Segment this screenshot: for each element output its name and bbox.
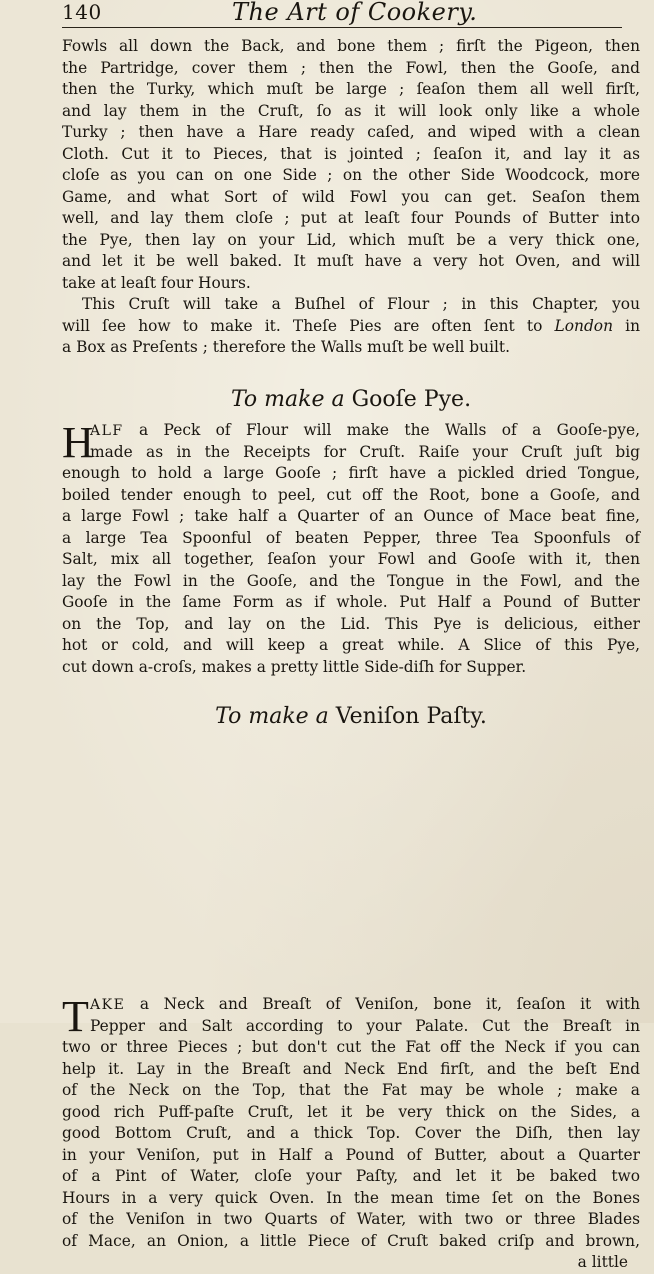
text-line: well, and lay them cloſe ; put at leaſt four Pounds of Butter into — [62, 209, 640, 227]
text-line: good Bottom Cruſt, and a thick Top. Cover the Diſh, then lay — [62, 1124, 640, 1142]
text-line: made as in the Receipts for Cruſt. Raiſe your Cruſt juſt big — [90, 442, 640, 461]
text-fragment: in — [612, 316, 640, 335]
text-line: the Pye, then lay on your Lid, which muſt be a very thick one, — [62, 230, 640, 249]
goose-pye-title — [62, 386, 640, 414]
drop-cap: H — [62, 418, 94, 467]
text-line: Turky ; then have a Hare ready caſed, and wiped with a clean — [62, 123, 640, 141]
text-line: take at leaſt four Hours. — [62, 273, 251, 292]
text-fragment: will ſee how to make it. Theſe Pies are often ſent to — [62, 316, 555, 335]
text-line: and lay them in the Cruſt, ſo as it will look only like a whole — [62, 101, 640, 120]
title-roman-part: Veniſon Paſty. — [335, 704, 487, 729]
running-title: The Art of Cookery. — [232, 0, 478, 26]
text-line: and let it be well baked. It muſt have a very hot Oven, and will — [62, 252, 640, 270]
text-line: a large Tea Spoonful of beaten Pepper, three Tea Spoonfuls of — [62, 528, 640, 547]
text-line: the Partridge, cover them ; then the Fowl, then the Gooſe, and — [62, 58, 640, 77]
text-line: Cloth. Cut it to Pieces, that is jointed ; ſeaſon it, and lay it as — [62, 144, 640, 163]
text-line: then the Turky, which muſt be large ; ſeaſon them all well firſt, — [62, 80, 640, 98]
catchword: a little — [577, 1253, 628, 1271]
text-line: This Cruſt will take a Buſhel of Flour ; in this Chapter, you — [82, 295, 640, 313]
london-word: London — [554, 316, 613, 335]
text-line: cloſe as you can on one Side ; on the other Side Woodcock, more — [62, 166, 640, 184]
text-line: in your Veniſon, put in Half a Pound of Butter, about a Quarter — [62, 1145, 640, 1164]
venison-pasty-body — [62, 994, 640, 1274]
first-word-rest: ALF — [90, 423, 124, 439]
text-line: Fowls all down the Back, and bone them ; firſt the Pigeon, then — [62, 37, 640, 55]
text-line: Gooſe in the ſame Form as if whole. Put Half a Pound of Butter — [62, 593, 640, 611]
text-line: lay the Fowl in the Gooſe, and the Tongue in the Fowl, and the — [62, 571, 640, 590]
title-italic-part: To make a — [230, 387, 345, 412]
text-line: of the Veniſon in two Quarts of Water, with two or three Blades — [62, 1210, 640, 1228]
text-line: of a Pint of Water, cloſe your Paſty, and let it be baked two — [62, 1167, 640, 1185]
text-line: on the Top, and lay on the Lid. This Pye is delicious, either — [62, 614, 640, 633]
text-line: of the Neck on the Top, that the Fat may be whole ; make a — [62, 1081, 640, 1099]
text-line-london — [62, 316, 640, 338]
text-line: a Box as Preſents ; therefore the Walls muſt be well built. — [62, 338, 510, 356]
text-line: Game, and what Sort of wild Fowl you can get. Seaſon them — [62, 187, 640, 206]
text-line: cut down a-croſs, makes a pretty little Side-diſh for Supper. — [62, 657, 527, 676]
text-line — [62, 420, 640, 442]
text-line: Hours in a very quick Oven. In the mean time ſet on the Bones — [62, 1188, 640, 1207]
text-line: good rich Puff-paſte Cruſt, let it be very thick on the Sides, a — [62, 1102, 640, 1121]
text-fragment: a Neck and Breaſt of Veniſon, bone it, ſeaſon it with — [125, 995, 640, 1013]
venison-pasty-title — [62, 703, 640, 731]
text-line: of Mace, an Onion, a little Piece of Cruſt baked criſp and brown, — [62, 1231, 640, 1250]
text-line: two or three Pieces ; but don't cut the Fat off the Neck if you can — [62, 1038, 640, 1056]
goose-pye-body — [62, 420, 640, 678]
text-line: help it. Lay in the Breaſt and Neck End firſt, and the beſt End — [62, 1059, 640, 1078]
header-rule — [62, 27, 622, 28]
text-line: hot or cold, and will keep a great while. A Slice of this Pye, — [62, 636, 640, 654]
text-line — [62, 994, 640, 1016]
text-line: boiled tender enough to peel, cut off the Root, bone a Gooſe, and — [62, 485, 640, 504]
text-line: a large Fowl ; take half a Quarter of an Ounce of Mace beat fine, — [62, 507, 640, 525]
first-word-rest: AKE — [90, 997, 126, 1013]
continuation-text — [62, 36, 640, 359]
page-number: 140 — [62, 0, 102, 24]
text-fragment: a Peck of Flour will make the Walls of a Gooſe-pye, — [123, 421, 640, 439]
text-line: Salt, mix all together, ſeaſon your Fowl and Gooſe with it, then — [62, 550, 640, 568]
text-line: Pepper and Salt according to your Palate. Cut the Breaſt in — [90, 1016, 640, 1035]
title-roman-part: Gooſe Pye. — [351, 387, 472, 412]
title-italic-part: To make a — [215, 704, 329, 729]
text-line: enough to hold a large Gooſe ; firſt have a pickled dried Tongue, — [62, 464, 640, 482]
drop-cap: T — [62, 992, 89, 1041]
page-header — [62, 0, 622, 28]
